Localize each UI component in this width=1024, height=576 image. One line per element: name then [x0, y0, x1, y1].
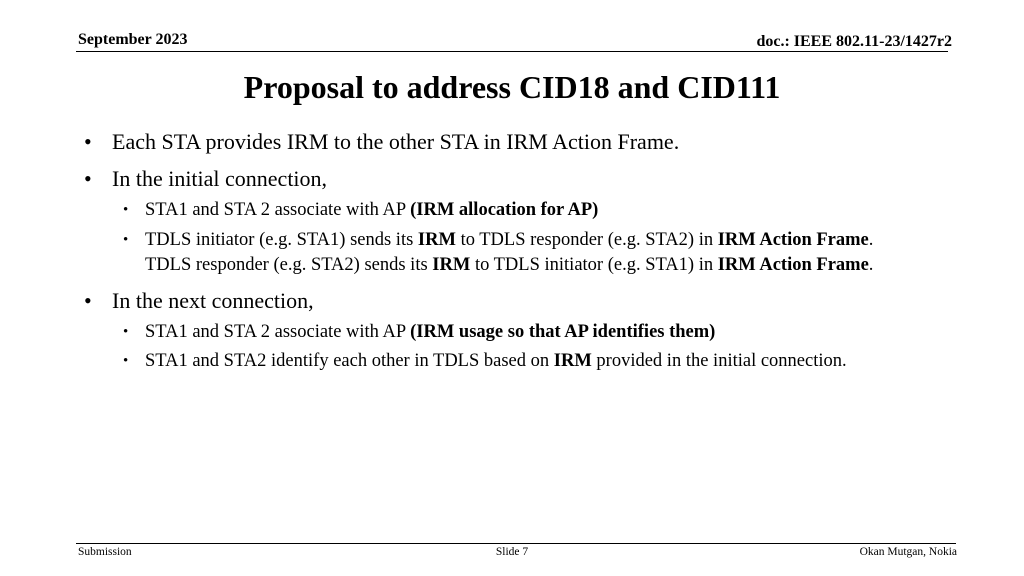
header-date: September 2023	[78, 31, 188, 48]
bullet-2-2-text-a1: TDLS initiator (e.g. STA1) sends its	[145, 229, 418, 250]
bullet-3-1-text: STA1 and STA 2 associate with AP	[145, 321, 411, 342]
bullet-2-2-text-c1: TDLS responder (e.g. STA2) sends its	[145, 255, 433, 275]
bullet-1-text: Each STA provides IRM to the other STA in IRM Action Frame.	[112, 129, 680, 154]
bullet-1	[84, 127, 974, 157]
footer-divider	[76, 543, 956, 544]
bullet-3-1	[84, 320, 974, 346]
slide-body	[84, 120, 974, 375]
footer-slide-number: Slide 7	[495, 546, 529, 558]
bullet-marker: •	[84, 129, 92, 154]
bullet-2-2-period-2: .	[868, 255, 874, 275]
sub-bullet-marker: •	[123, 323, 129, 340]
bullet-2-2-frame-1: IRM Action Frame	[717, 229, 869, 250]
bullet-2	[84, 164, 974, 194]
bullet-2-2-irm-1: IRM	[417, 229, 456, 250]
bullet-2-2-text-c3: to TDLS initiator (e.g. STA1) in	[470, 255, 718, 275]
footer-author: Okan Mutgan, Nokia	[859, 546, 957, 558]
sub-bullet-marker: •	[123, 202, 129, 218]
sub-bullet-marker: •	[123, 353, 129, 369]
bullet-2-1	[84, 198, 974, 224]
bullet-2-2-period-1: .	[868, 229, 874, 250]
bullet-2-1-text: STA1 and STA 2 associate with AP	[145, 200, 411, 220]
footer-submission: Submission	[78, 546, 132, 558]
bullet-2-2-text-a3: to TDLS responder (e.g. STA2) in	[455, 229, 718, 250]
bullet-3-2-text-1: STA1 and STA2 identify each other in TDLS based on	[145, 351, 554, 371]
bullet-3	[84, 286, 974, 316]
bullet-2-2	[84, 228, 974, 279]
bullet-marker: •	[84, 287, 92, 313]
bullet-2-2-frame-2: IRM Action Frame	[717, 255, 869, 275]
bullet-2-text: In the initial connection,	[112, 166, 328, 191]
header-doc-id: doc.: IEEE 802.11-23/1427r2	[756, 33, 952, 50]
header-divider	[76, 51, 948, 52]
bullet-marker: •	[84, 166, 92, 191]
bullet-3-2-text-3: provided in the initial connection.	[591, 351, 847, 371]
bullet-3-text: In the next connection,	[112, 287, 314, 313]
bullet-3-2-irm: IRM	[553, 351, 592, 371]
bullet-3-2	[84, 349, 974, 375]
bullet-2-1-emphasis: (IRM allocation for AP)	[410, 200, 599, 220]
slide-title: Proposal to address CID18 and CID111	[243, 69, 781, 105]
bullet-3-1-emphasis: (IRM usage so that AP identifies them)	[410, 321, 716, 342]
bullet-2-2-irm-2: IRM	[432, 255, 471, 275]
sub-bullet-marker: •	[123, 231, 129, 248]
